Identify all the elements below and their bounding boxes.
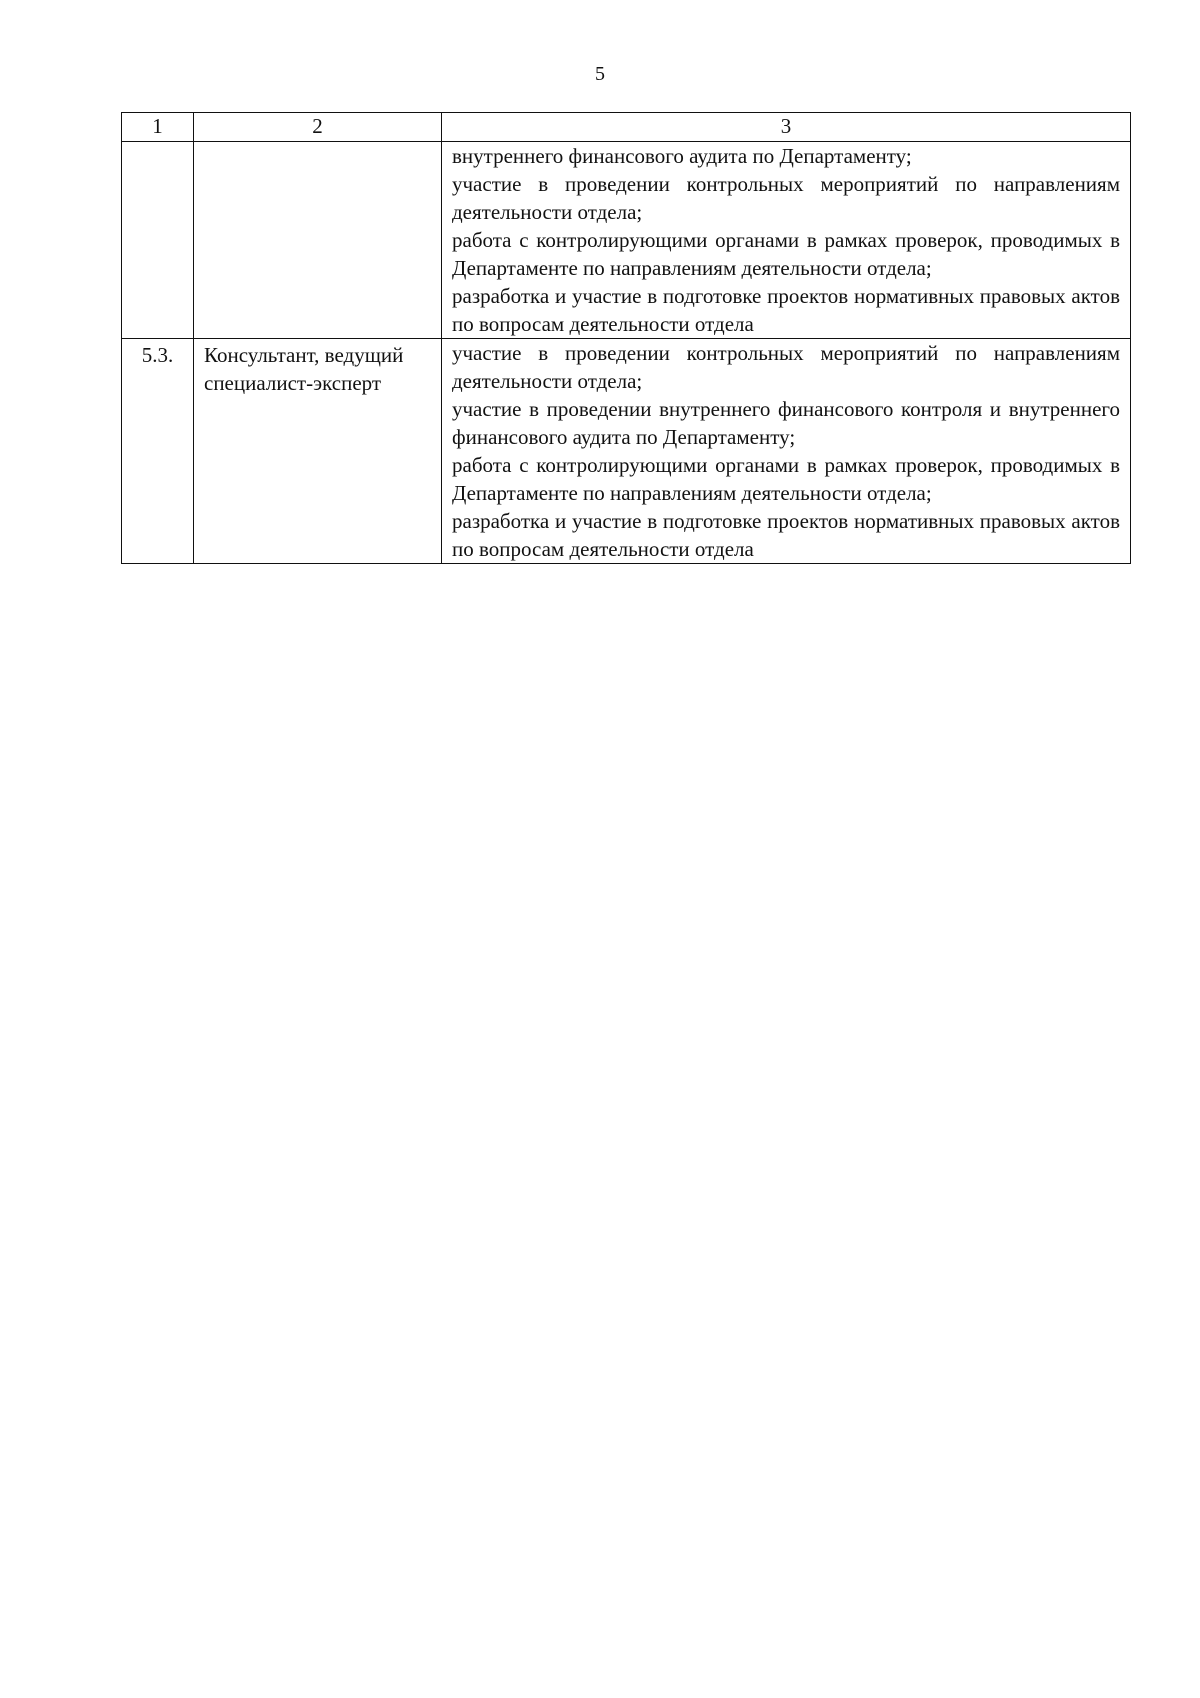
duty-item: работа с контролирующими органами в рамках проверок, проводимых в Департаменте по направлениям деятельности отдела; bbox=[452, 453, 1120, 505]
table-header-row bbox=[122, 113, 1131, 142]
table-row bbox=[122, 339, 1131, 564]
position-cell: Консультант, ведущий специалист-эксперт bbox=[194, 339, 442, 564]
duty-item: разработка и участие в подготовке проектов нормативных правовых актов по вопросам деятельности отдела bbox=[452, 284, 1120, 336]
row-number-cell bbox=[122, 142, 194, 339]
duties-cell bbox=[442, 142, 1131, 339]
row-number-cell: 5.3. bbox=[122, 339, 194, 564]
header-cell-3: 3 bbox=[442, 113, 1131, 142]
header-cell-1: 1 bbox=[122, 113, 194, 142]
duties-cell bbox=[442, 339, 1131, 564]
duty-item: участие в проведении внутреннего финансового контроля и внутреннего финансового аудита по Департаменту; bbox=[452, 397, 1120, 449]
position-cell bbox=[194, 142, 442, 339]
duty-item: работа с контролирующими органами в рамках проверок, проводимых в Департаменте по направлениям деятельности отдела; bbox=[452, 228, 1120, 280]
table-row bbox=[122, 142, 1131, 339]
page-number: 5 bbox=[595, 63, 605, 85]
duty-item: участие в проведении контрольных мероприятий по направлениям деятельности отдела; bbox=[452, 341, 1120, 393]
duty-item: разработка и участие в подготовке проектов нормативных правовых актов по вопросам деятельности отдела bbox=[452, 509, 1120, 561]
duties-table bbox=[121, 112, 1131, 564]
header-cell-2: 2 bbox=[194, 113, 442, 142]
duty-item: участие в проведении контрольных мероприятий по направлениям деятельности отдела; bbox=[452, 172, 1120, 224]
duty-item: внутреннего финансового аудита по Департаменту; bbox=[452, 144, 912, 168]
